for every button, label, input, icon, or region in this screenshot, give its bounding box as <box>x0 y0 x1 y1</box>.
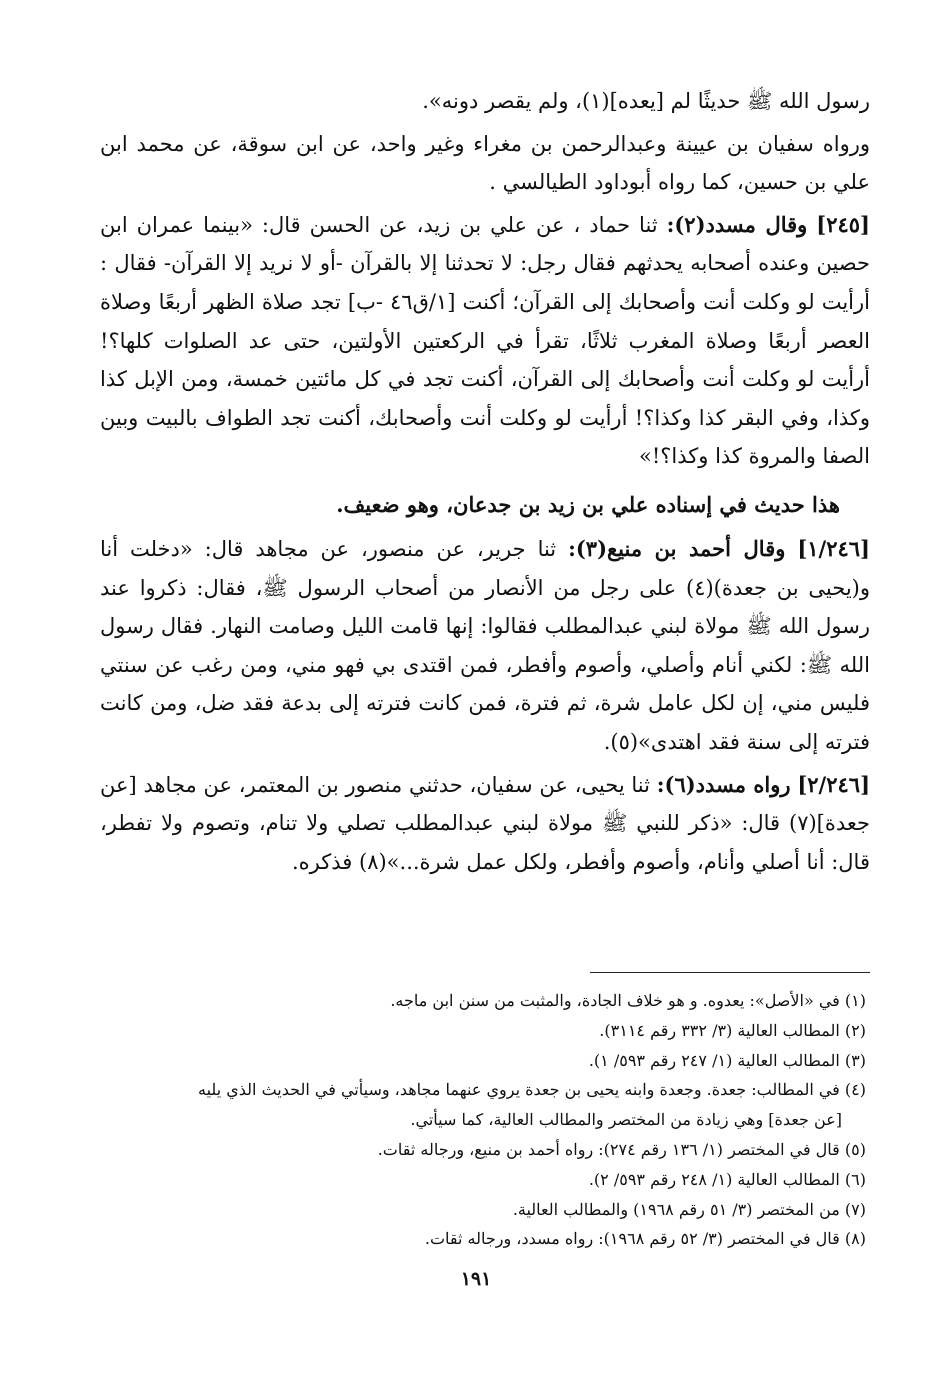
hadith-isnad-lead: رواه مسدد(٦): <box>656 771 791 797</box>
footnote-8: (٨) قال في المختصر (٣/ ٥٢ رقم ١٩٦٨): رواه مسدد، ورجاله ثقات. <box>424 1229 866 1249</box>
footnote-separator <box>590 972 870 973</box>
footnote-7: (٧) من المختصر (٣/ ٥١ رقم ١٩٦٨) والمطالب العالية. <box>512 1199 866 1219</box>
hadith-number: [١/٢٤٦] <box>797 535 870 561</box>
paragraph-riwaya <box>100 125 870 202</box>
footnote-4: (٤) في المطالب: جعدة. وجعدة وابنه يحيى بن جعدة يروي عنهما مجاهد، وسيأتي في الحديث الذي يليه <box>198 1080 866 1100</box>
hadith-text: ثنا جرير، عن منصور، عن مجاهد قال: «دخلت أنا و(يحيى بن جعدة)(٤) على رجل من الأنصار من أصحاب الرسول ﷺ، فقال: ذكروا عند رسول الله ﷺ مولاة لبني عبدالمطلب فقالوا: إنها قامت الليل وصامت النهار. فقال رسول الله ﷺ: لكني أنام وأصلي، وأصوم وأفطر، فمن اقتدى بي فهو مني، ومن رغب عن سنتي فليس مني، إن لكل عامل شرة، ثم فترة، فمن كانت فترته إلى بدعة فقد ضل، ومن كانت فترته إلى سنة فقد اهتدى»(٥). <box>100 536 871 754</box>
footnote-1: (١) في «الأصل»: يعدوه. و هو خلاف الجادة، والمثبت من سنن ابن ماجه. <box>390 991 866 1010</box>
footnote-2: (٢) المطالب العالية (٣/ ٣٣٢ رقم ٣١١٤). <box>599 1020 866 1040</box>
hadith-245 <box>100 206 870 476</box>
footnote-4-continuation: [عن جعدة] وهي زيادة من المختصر والمطالب العالية، كما سيأتي. <box>410 1110 842 1130</box>
footnote-3: (٣) المطالب العالية (١/ ٢٤٧ رقم ٥٩٣/ ١). <box>588 1050 866 1070</box>
hadith-isnad-lead: وقال مسدد(٢): <box>666 211 808 237</box>
hadith-246-1 <box>100 530 870 762</box>
page-number: ١٩١ <box>460 1268 492 1290</box>
hadith-text: ثنا حماد ، عن علي بن زيد، عن الحسن قال: «بينما عمران ابن حصين وعنده أصحابه يحدثهم فقال رجل: لا تحدثنا إلا بالقرآن -أو لا نريد إلا القرآن- فقال : أرأيت لو وكلت أنت وأصحابك إلى القرآن؛ أكنت [١/ق٤٦ -ب] تجد صلاة الظهر أربعًا وصلاة العصر أربعًا وصلاة المغرب ثلاثًا، تقرأ في الركعتين الأولتين، حتى عد الصلوات كلها؟! أرأيت لو وكلت أنت وأصحابك إلى القرآن، أكنت تجد في كل مائتين خمسة، ومن الإبل كذا وكذا، وفي البقر كذا وكذا؟! أرأيت لو وكلت أنت وأصحابك، أكنت تجد الطواف بالبيت وبين الصفا والمروة كذا وكذا؟!» <box>100 212 870 469</box>
paragraph-continuation <box>100 82 870 121</box>
main-text <box>100 82 870 885</box>
hadith-text: ثنا يحيى، عن سفيان، حدثني منصور بن المعتمر، عن مجاهد [عن جعدة](٧) قال: «ذكر للنبي ﷺ مولاة لبني عبدالمطلب تصلي ولا تنام، وتصوم ولا تفطر، قال: أنا أصلي وأنام، وأصوم وأفطر، ولكل عمل شرة...»(٨) فذكره. <box>100 772 870 874</box>
footnote-6: (٦) المطالب العالية (١/ ٢٤٨ رقم ٥٩٣/ ٢). <box>588 1169 866 1189</box>
footnotes <box>100 986 868 1254</box>
hadith-246-2 <box>100 766 870 882</box>
paragraph-text: ورواه سفيان بن عيينة وعبدالرحمن بن مغراء وغير واحد، عن ابن سوقة، عن محمد ابن علي بن حسين، كما رواه أبوداود الطيالسي . <box>100 131 870 195</box>
paragraph-text: رسول الله ﷺ حديثًا لم [يعده](١)، ولم يقصر دونه». <box>422 89 870 113</box>
hadith-isnad-lead: وقال أحمد بن منيع(٣): <box>568 535 786 561</box>
hadith-number: [٢/٢٤٦] <box>797 771 870 797</box>
footnote-5: (٥) قال في المختصر (١/ ١٣٦ رقم ٢٧٤): رواه أحمد بن منيع، ورجاله ثقات. <box>377 1139 866 1159</box>
author-comment: هذا حديث في إسناده علي بن زيد بن جدعان، وهو ضعيف. <box>336 491 840 517</box>
hadith-number: [٢٤٥] <box>816 211 870 237</box>
